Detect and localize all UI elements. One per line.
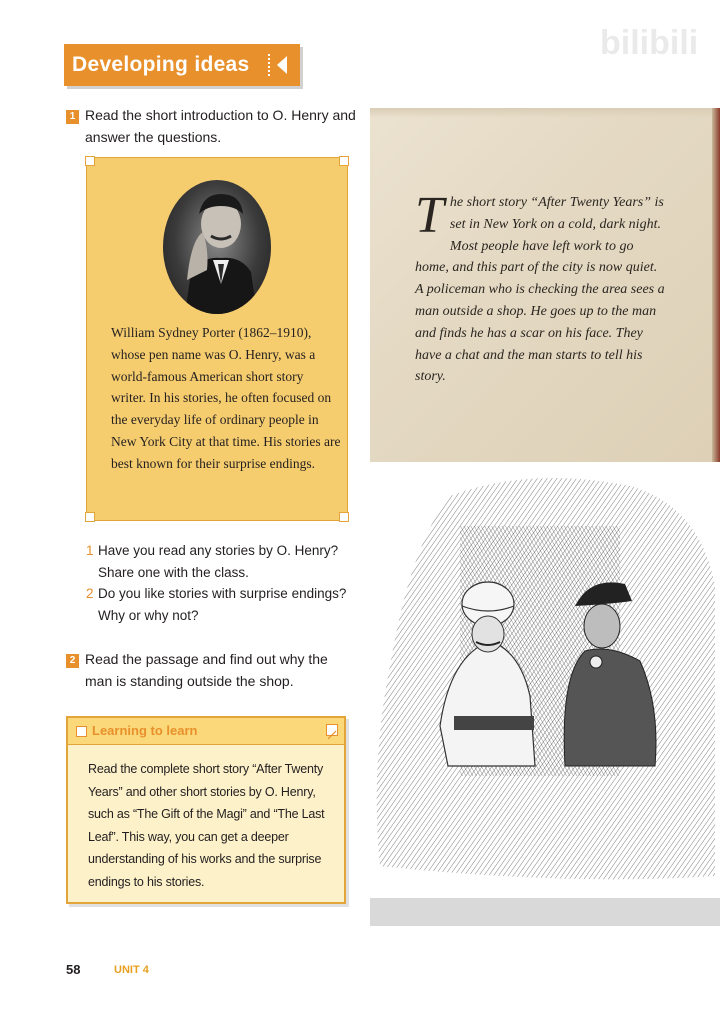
activity-number-1: 1 (66, 110, 79, 124)
story-illustration (370, 466, 720, 898)
list-item (86, 540, 366, 583)
learning-to-learn-box (66, 716, 346, 904)
banner-divider (268, 54, 270, 76)
question-list (86, 540, 366, 626)
story-panel (370, 108, 720, 462)
watermark-logo: bilibili (600, 24, 699, 62)
book-edge (712, 108, 720, 462)
list-item (86, 583, 366, 626)
section-banner (64, 44, 300, 86)
corner-notch (85, 512, 95, 522)
activity-2-instruction: Read the passage and find out why the man is standing outside the shop. (85, 651, 328, 689)
author-bio-text: William Sydney Porter (1862–1910), whose pen name was O. Henry, was a world-famous American short story writer. In his stories, he often focused on the everyday life of ordinary people in New York City at that time. His stories are best known for their surprise endings. (111, 325, 341, 471)
learning-box-header (68, 718, 344, 745)
corner-notch (85, 156, 95, 166)
book-bottom-edge (370, 898, 720, 926)
author-bio-card (86, 157, 348, 521)
learning-box-title: Learning to learn (92, 723, 198, 738)
triangle-left-icon (277, 56, 287, 74)
question-text: Do you like stories with surprise endings? Why or why not? (98, 586, 347, 623)
question-number: 1 (86, 543, 94, 558)
corner-notch (339, 156, 349, 166)
question-number: 2 (86, 586, 94, 601)
story-intro (415, 187, 665, 388)
activity-number-2: 2 (66, 654, 79, 668)
question-text: Have you read any stories by O. Henry? Share one with the class. (98, 543, 339, 580)
drop-cap: T (415, 187, 444, 244)
author-portrait (163, 180, 271, 314)
story-text: he short story “After Twenty Years” is set in New York on a cold, dark night. Most people have left work to go home, and this part of the city is now quiet. A policeman who is checking the area sees a man outside a shop. He goes up to the man and finds he has a scar on his face. They have a chat and the man starts to tell his story. (415, 195, 665, 385)
learning-box-text: Read the complete short story “After Twenty Years” and other short stories by O. Henry, such as “The Gift of the Magi” and “The Last Leaf”. This way, you can get a deeper understanding of his works and the surprise endings to his stories. (88, 762, 325, 889)
pencil-icon (326, 724, 338, 736)
checkbox-icon (76, 726, 87, 737)
page-number: 58 (66, 962, 81, 977)
unit-label: UNIT 4 (114, 964, 149, 976)
corner-notch (339, 512, 349, 522)
activity-1-instruction: Read the short introduction to O. Henry and answer the questions. (85, 107, 356, 145)
section-title: Developing ideas (72, 53, 250, 76)
